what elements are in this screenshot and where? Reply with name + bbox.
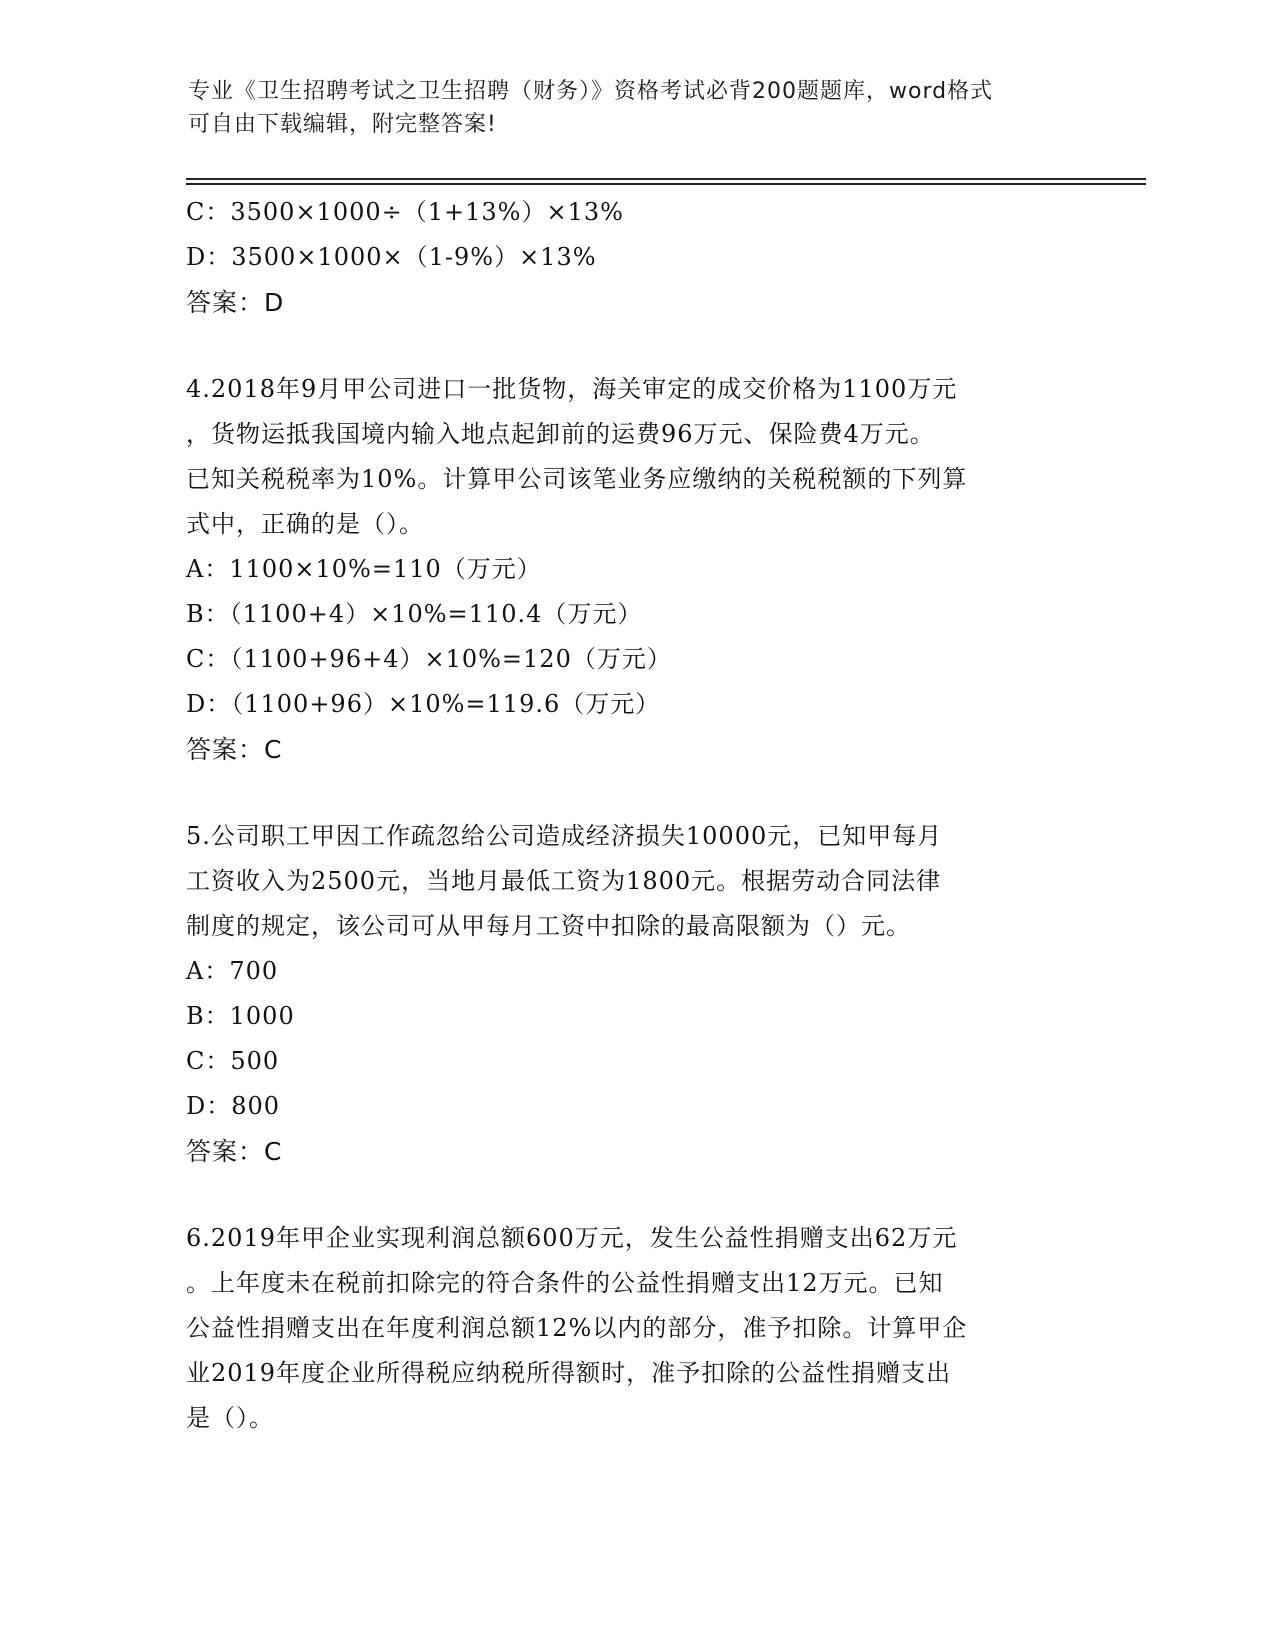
q5-stem-line: 5.公司职工甲因工作疏忽给公司造成经济损失10000元，已知甲每月	[186, 822, 943, 850]
q3-option-c: C：3500×1000÷（1+13%）×13%	[186, 198, 624, 226]
q4-option-c: C：（1100+96+4）×10%=120（万元）	[186, 645, 672, 673]
q6-stem-line: 是（）。	[186, 1404, 274, 1432]
spacer	[186, 1174, 1086, 1216]
q4-option-a: A：1100×10%=110（万元）	[186, 555, 542, 583]
q6-stem-line: 公益性捐赠支出在年度利润总额12%以内的部分，准予扣除。计算甲企	[186, 1314, 968, 1342]
header-divider-bottom	[186, 183, 1146, 185]
q3-option-d: D：3500×1000×（1-9%）×13%	[186, 243, 597, 271]
q4-option-b: B：（1100+4）×10%=110.4（万元）	[186, 600, 643, 628]
q4-stem-line: 4.2018年9月甲公司进口一批货物，海关审定的成交价格为1100万元	[186, 375, 958, 403]
q4-answer: 答案：C	[186, 735, 283, 764]
q4-stem-line: ，货物运抵我国境内输入地点起卸前的运费96万元、保险费4万元。	[186, 420, 935, 448]
question-3-remainder	[186, 190, 1086, 325]
header-title-line-1: 专业《卫生招聘考试之卫生招聘（财务）》资格考试必背200题题库，word格式	[188, 79, 994, 104]
header-title-line-2: 可自由下载编辑，附完整答案!	[188, 112, 497, 137]
question-list	[186, 190, 1086, 1441]
document-header	[188, 75, 1068, 141]
q5-answer: 答案：C	[186, 1137, 283, 1166]
q6-stem-line: 业2019年度企业所得税应纳税所得额时，准予扣除的公益性捐赠支出	[186, 1359, 952, 1387]
spacer	[186, 772, 1086, 814]
q5-option-c: C：500	[186, 1047, 280, 1075]
header-divider-top	[186, 178, 1146, 180]
q5-option-d: D：800	[186, 1092, 281, 1120]
question-4	[186, 367, 1086, 772]
q3-answer: 答案：D	[186, 288, 285, 317]
q6-stem-line: 。上年度未在税前扣除完的符合条件的公益性捐赠支出12万元。已知	[186, 1269, 944, 1297]
q4-stem-line: 式中，正确的是（）。	[186, 510, 424, 538]
question-5	[186, 814, 1086, 1174]
q6-stem-line: 6.2019年甲企业实现利润总额600万元，发生公益性捐赠支出62万元	[186, 1224, 958, 1252]
q5-stem-line: 制度的规定，该公司可从甲每月工资中扣除的最高限额为（）元。	[186, 912, 911, 940]
q4-stem-line: 已知关税税率为10%。计算甲公司该笔业务应缴纳的关税税额的下列算	[186, 465, 968, 493]
q5-option-a: A：700	[186, 957, 279, 985]
q5-stem-line: 工资收入为2500元，当地月最低工资为1800元。根据劳动合同法律	[186, 867, 942, 895]
q5-option-b: B：1000	[186, 1002, 295, 1030]
question-6	[186, 1216, 1086, 1441]
q4-option-d: D：（1100+96）×10%=119.6（万元）	[186, 690, 661, 718]
spacer	[186, 325, 1086, 367]
